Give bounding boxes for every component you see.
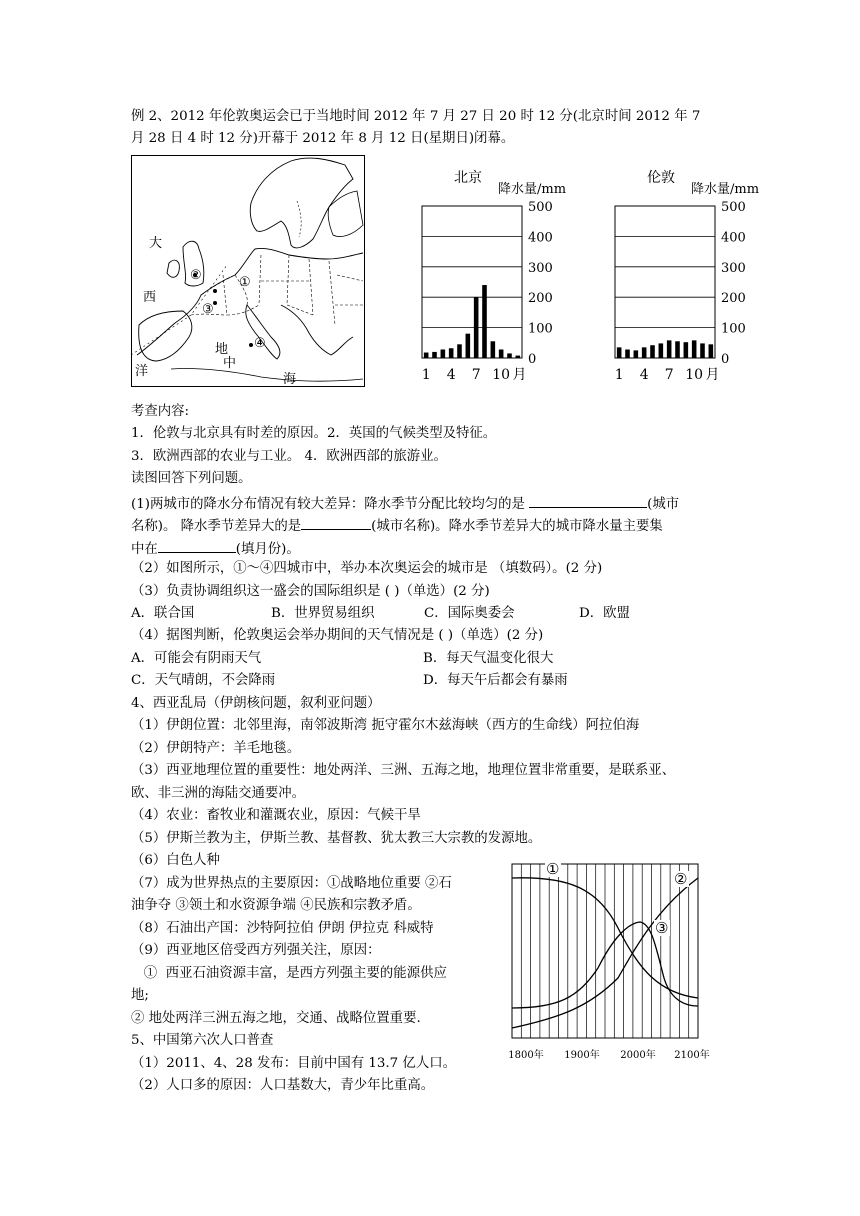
london-xtick-1: 4 (639, 367, 649, 383)
london-bar-9 (684, 342, 689, 358)
beijing-bar-3 (441, 349, 446, 358)
map-label-zhong: 中 (223, 356, 237, 371)
q4-option-c[interactable]: C．天气晴朗，不会降雨 (131, 673, 276, 688)
map-label-di: 地 (215, 342, 229, 357)
section-5-title: 5、中国第六次人口普查 (131, 1033, 274, 1048)
london-bar-5 (650, 345, 655, 358)
section-4-item-3a: （3）西亚地理位置的重要性：地处两洋、三洲、五海之地，地理位置非常重要，是联系亚、 (131, 763, 676, 778)
section-4-item-1: （1）伊朗位置：北邻里海，南邻波斯湾 扼守霍尔木兹海峡（西方的生命线）阿拉伯海 (131, 718, 640, 733)
section-4-item-4: （4）农业：畜牧业和灌溉农业，原因：气候干旱 (131, 808, 421, 823)
london-xtick-3: 10 (685, 367, 704, 383)
section-4-item-8: （8）石油出产国：沙特阿拉伯 伊朗 伊拉克 科威特 (131, 921, 434, 936)
beijing-chart (412, 160, 584, 388)
q1-blank-2[interactable] (301, 516, 371, 530)
section-4-item-9: （9）西亚地区倍受西方列强关注，原因： (131, 943, 381, 958)
beijing-bar-8 (482, 285, 487, 358)
beijing-bar-6 (466, 334, 471, 358)
london-ytick-400: 400 (721, 230, 746, 246)
beijing-xtick-2: 7 (471, 367, 481, 383)
q3-option-a[interactable]: A．联合国 (131, 606, 195, 621)
q1-text-c1: 中在 (131, 542, 158, 557)
question-2: （2）如图所示，①～④四城市中，举办本次奥运会的城市是 （填数码）。(2 分) (131, 561, 603, 576)
london-ytick-300: 300 (721, 260, 746, 276)
q1-text-a-end: (城市 (647, 497, 680, 512)
section-4-item-2: （2）伊朗特产：羊毛地毯。 (131, 741, 301, 756)
question-1-line-c (131, 539, 300, 558)
beijing-ytick-200: 200 (528, 291, 553, 307)
city-dot-4 (249, 343, 253, 347)
london-bar-11 (700, 343, 705, 358)
london-xtick-2: 7 (664, 367, 674, 383)
europe-map (131, 155, 365, 387)
beijing-xtick-4: 月 (512, 367, 527, 383)
q1-text-b1: 名称)。 降水季节差异大的是 (131, 519, 302, 534)
london-bar-7 (667, 340, 672, 358)
beijing-ytick-500: 500 (528, 200, 553, 215)
london-bar-2 (625, 349, 630, 358)
london-xtick-4: 月 (705, 367, 720, 383)
intro-line-2: 月 28 日 4 时 12 分)开幕于 2012 年 8 月 12 日(星期日)闭幕。 (131, 131, 515, 146)
beijing-bar-10 (499, 349, 504, 358)
intro-line-1: 例 2、2012 年伦敦奥运会已于当地时间 2012 年 7 月 27 日 20 时 12 分(北京时间 2012 年 7 (131, 109, 701, 124)
london-bar-6 (659, 343, 664, 358)
map-marker-1: ① (239, 275, 251, 290)
kaocha-1: 1．伦敦与北京具有时差的原因。2．英国的气候类型及特征。 (131, 426, 497, 441)
pop-xtick-2: 2000年 (620, 1050, 656, 1061)
map-label-xi: 西 (143, 290, 157, 305)
map-marker-3: ③ (202, 302, 214, 317)
section-4-item-9c: ② 地处两洋三洲五海之地，交通、战略位置重要. (131, 1011, 421, 1026)
kaocha-2: 3．欧洲西部的农业与工业。 4．欧洲西部的旅游业。 (131, 449, 447, 464)
q1-text-a: (1)两城市的降水分布情况有较大差异：降水季节分配比较均匀的是 (131, 497, 530, 512)
beijing-bar-12 (516, 356, 521, 358)
map-marker-2: ② (190, 268, 202, 283)
section-4-item-7b: 油争夺 ③领土和水资源争端 ④民族和宗教矛盾。 (131, 898, 421, 913)
map-label-hai: 海 (283, 372, 297, 387)
london-ylabel: 降水量/mm (691, 182, 760, 197)
beijing-frame (422, 206, 522, 358)
kaocha-title: 考查内容: (131, 404, 190, 419)
question-3: （3）负责协调组织这一盛会的国际组织是 ( )（单选）(2 分) (131, 584, 490, 599)
beijing-bar-9 (491, 341, 496, 358)
population-curve-chart (508, 858, 720, 1068)
q3-option-d[interactable]: D．欧盟 (579, 606, 630, 621)
beijing-xtick-3: 10 (492, 367, 511, 383)
section-5-item-2: （2）人口多的原因：人口基数大，青少年比重高。 (131, 1078, 435, 1093)
q4-option-b[interactable]: B．每天气温变化很大 (423, 651, 554, 666)
london-bar-1 (617, 347, 622, 358)
london-frame (615, 206, 715, 358)
section-4-item-5: （5）伊斯兰教为主，伊斯兰教、基督教、犹太教三大宗教的发源地。 (131, 831, 542, 846)
question-1-line-b (131, 516, 663, 535)
q1-text-c2: (填月份)。 (235, 542, 300, 557)
q3-option-c[interactable]: C．国际奥委会 (424, 606, 515, 621)
map-marker-4: ④ (254, 336, 266, 351)
london-bar-4 (642, 347, 647, 358)
beijing-bar-7 (474, 297, 479, 358)
q1-blank-1[interactable] (529, 494, 647, 508)
beijing-ytick-300: 300 (528, 260, 553, 276)
read-instruction: 读图回答下列问题。 (131, 471, 252, 486)
map-label-yang: 洋 (135, 364, 149, 379)
london-bar-12 (709, 344, 714, 358)
pop-xtick-3: 2100年 (674, 1050, 710, 1061)
city-dot-1 (213, 289, 217, 293)
london-title: 伦敦 (647, 170, 675, 186)
section-4-title: 4、西亚乱局（伊朗核问题，叙利亚问题） (131, 696, 381, 711)
beijing-ytick-400: 400 (528, 230, 553, 246)
beijing-bar-1 (424, 353, 429, 358)
pop-xtick-1: 1900年 (564, 1050, 600, 1061)
pop-series-label-2: ② (674, 870, 688, 888)
london-bar-8 (675, 341, 680, 358)
beijing-bar-5 (457, 344, 462, 358)
q4-option-d[interactable]: D．每天午后都会有暴雨 (423, 673, 568, 688)
section-4-item-3b: 欧、非三洲的海陆交通要冲。 (131, 786, 306, 801)
pop-series-label-1: ① (546, 860, 560, 878)
beijing-xtick-0: 1 (421, 367, 431, 383)
section-4-item-9a: ① 西亚石油资源丰富，是西方列强主要的能源供应 (131, 966, 447, 981)
q1-text-b2: (城市名称)。降水季节差异大的城市降水量主要集 (371, 519, 663, 534)
beijing-ytick-0: 0 (528, 352, 537, 367)
question-1-line-a (131, 494, 679, 513)
beijing-ylabel: 降水量/mm (498, 182, 567, 197)
beijing-xtick-1: 4 (446, 367, 456, 383)
pop-series-label-3: ③ (655, 919, 669, 937)
section-4-item-6: （6）白色人种 (131, 853, 220, 868)
q4-option-a[interactable]: A．可能会有阴雨天气 (131, 651, 262, 666)
section-5-item-1: （1）2011、4、28 发布：目前中国有 13.7 亿人口。 (131, 1056, 456, 1071)
beijing-bar-4 (449, 348, 454, 358)
beijing-bar-2 (432, 352, 437, 358)
london-bar-10 (692, 340, 697, 358)
london-bar-3 (634, 350, 639, 358)
london-ytick-500: 500 (721, 200, 746, 215)
pop-xtick-0: 1800年 (508, 1050, 544, 1061)
map-label-da: 大 (149, 236, 163, 251)
q3-option-b[interactable]: B．世界贸易组织 (271, 606, 375, 621)
beijing-title: 北京 (454, 170, 482, 186)
q1-blank-3[interactable] (158, 539, 236, 553)
section-4-item-7a: （7）成为世界热点的主要原因：①战略地位重要 ②石 (131, 876, 452, 891)
section-4-item-9b: 地; (131, 988, 149, 1003)
london-xtick-0: 1 (614, 367, 624, 383)
london-ytick-0: 0 (721, 352, 730, 367)
beijing-ytick-100: 100 (528, 321, 553, 337)
london-ytick-200: 200 (721, 291, 746, 307)
beijing-bar-11 (507, 353, 512, 358)
london-chart (605, 160, 777, 388)
london-ytick-100: 100 (721, 321, 746, 337)
question-4: （4）据图判断，伦敦奥运会举办期间的天气情况是 ( )（单选）(2 分) (131, 628, 544, 643)
